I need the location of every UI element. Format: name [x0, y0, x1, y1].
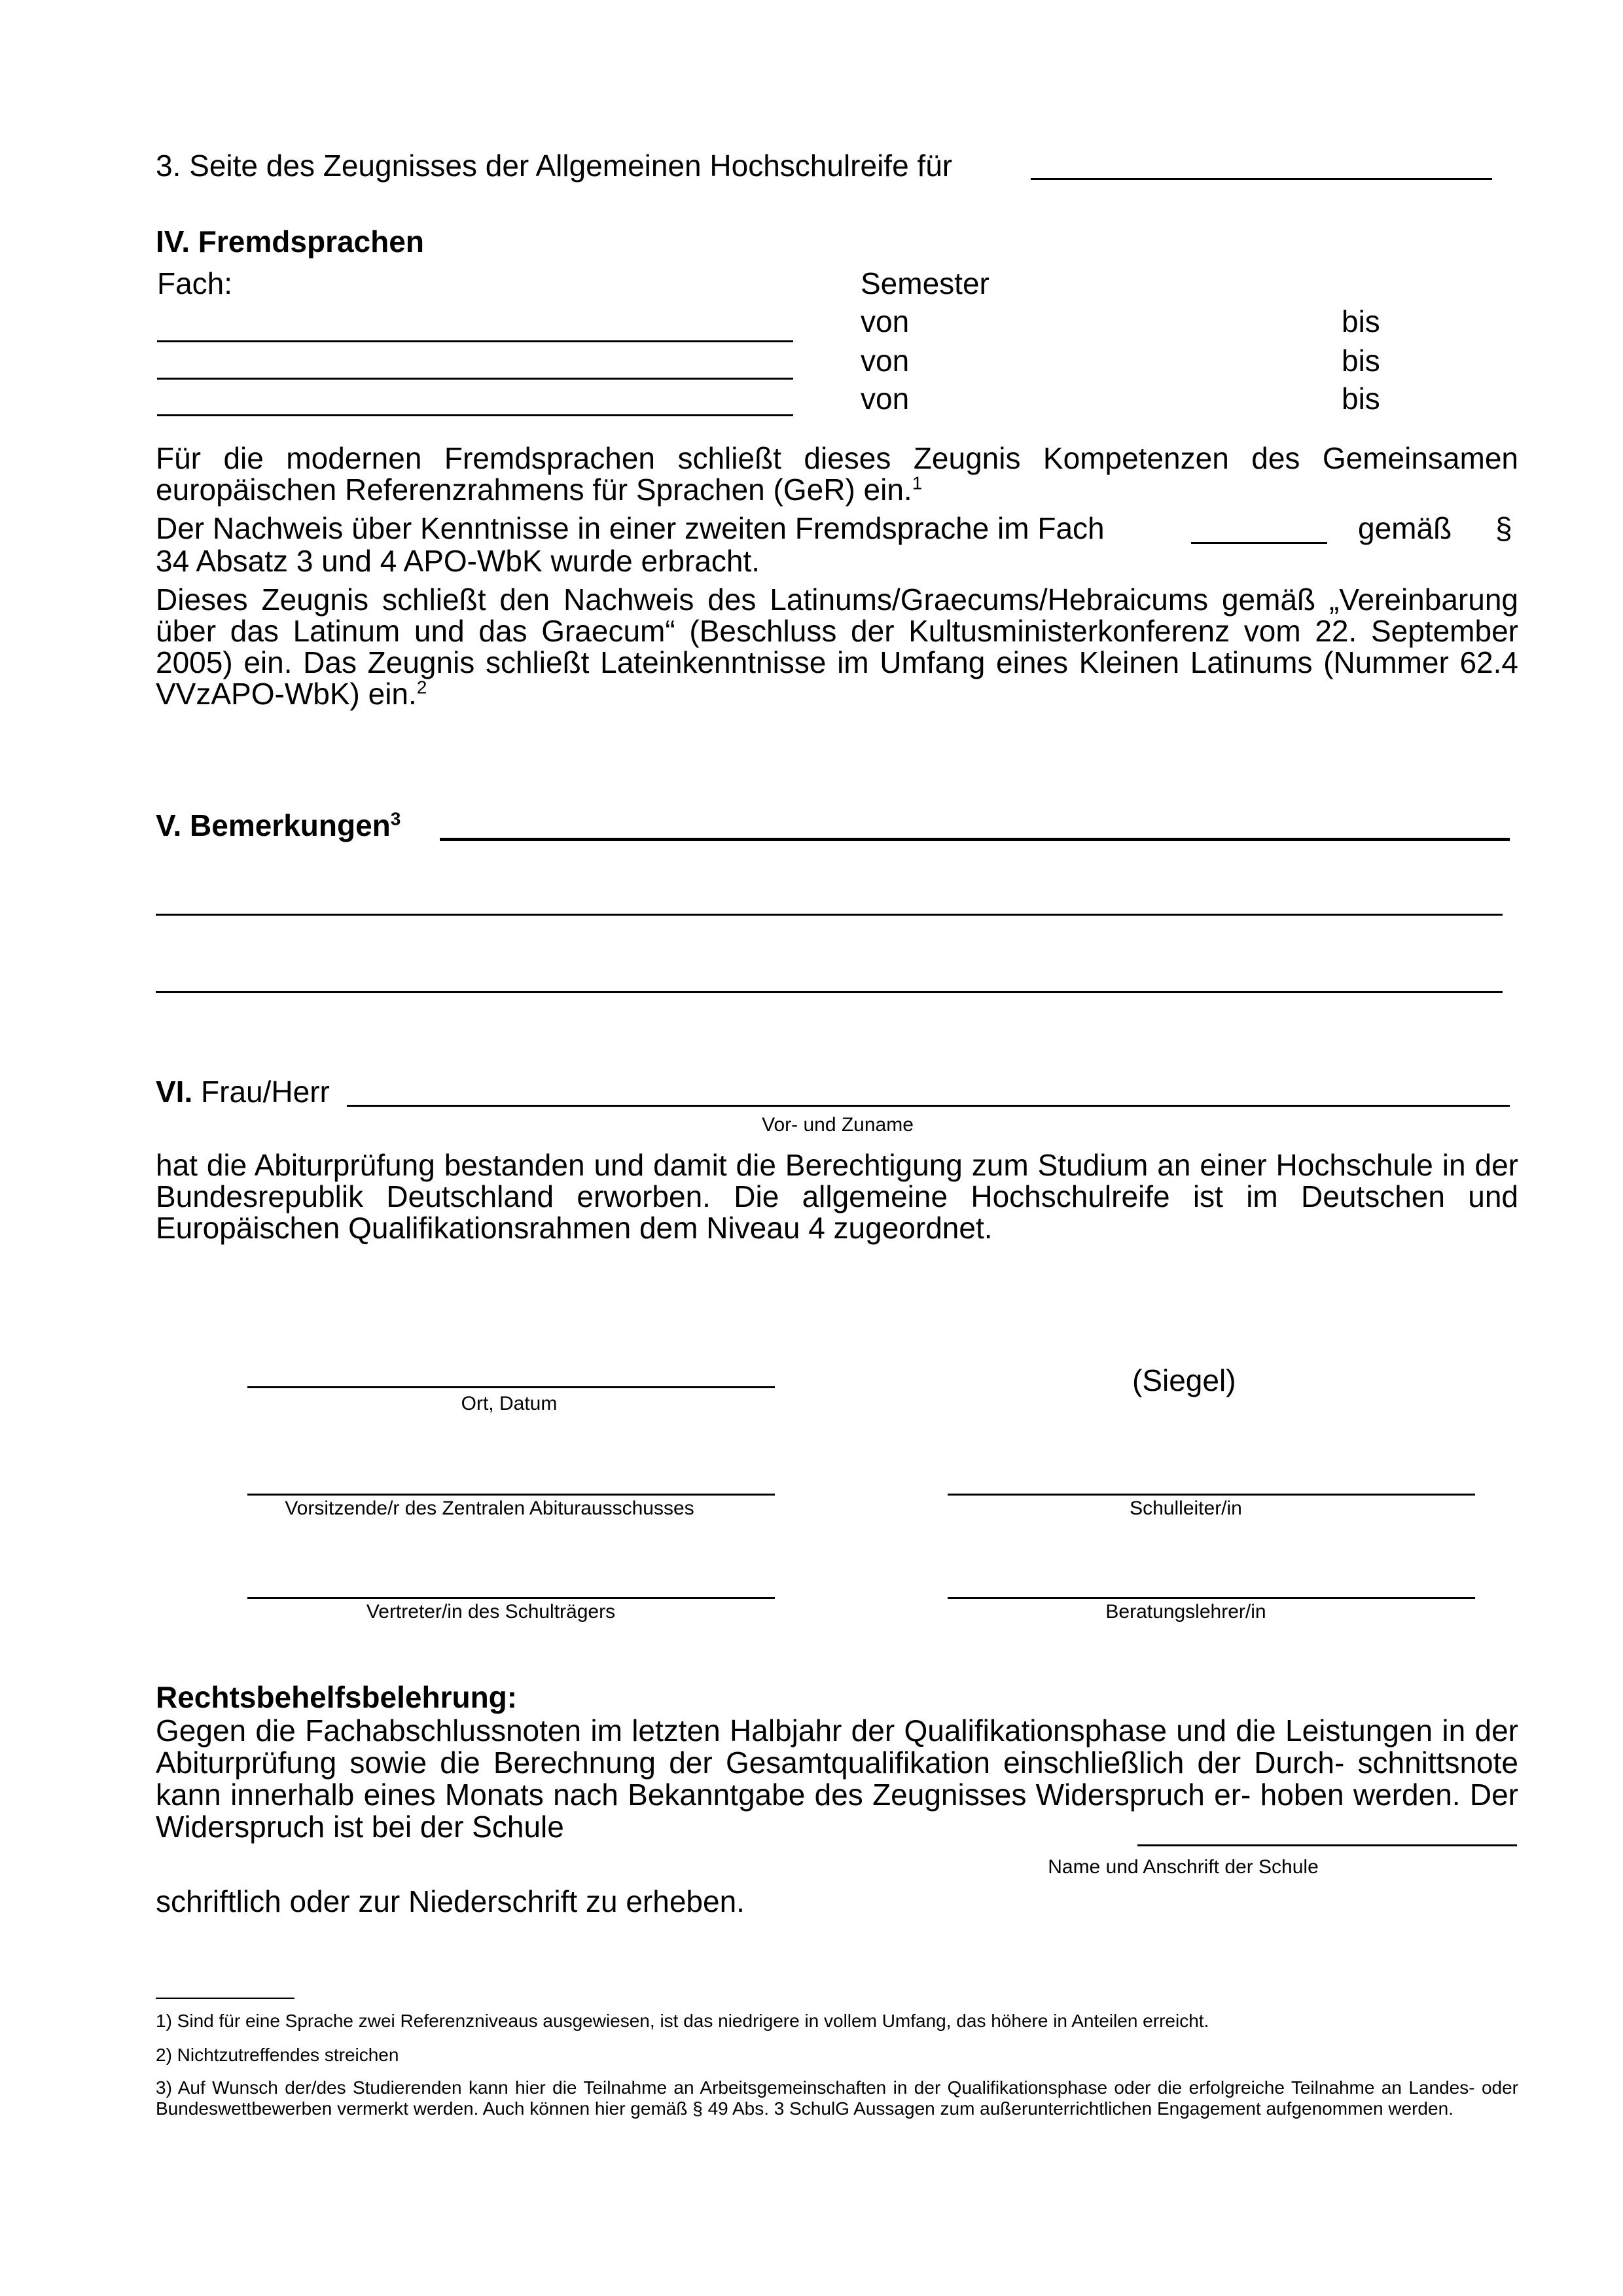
- section-v-heading-text: V. Bemerkungen: [156, 808, 391, 842]
- von-label-3: von: [861, 382, 910, 416]
- siegel-label: (Siegel): [1132, 1363, 1236, 1397]
- section-v-heading: [156, 809, 401, 842]
- schulleiter-caption: Schulleiter/in: [1130, 1498, 1242, 1519]
- latinum-paragraph: [156, 584, 1518, 709]
- vertreter-caption: Vertreter/in des Schulträgers: [366, 1601, 616, 1623]
- footnote-2: 2) Nichtzutreffendes streichen: [156, 2045, 399, 2065]
- vertreter-line: [247, 1597, 775, 1599]
- paragraph-sign: §: [1495, 511, 1512, 545]
- apo-wbk-text: 34 Absatz 3 und 4 APO-WbK wurde erbracht.: [156, 544, 760, 578]
- beratungslehrer-line: [948, 1597, 1475, 1599]
- von-label-1: von: [861, 304, 910, 338]
- latinum-paragraph-text: Dieses Zeugnis schließt den Nachweis des Latinums/Graecums/Hebraicums gemäß „Vereinbarung über das Latinum und das Graecum“ (Beschluss der Kultusministerkonferenz vom 22. September 2005) ein. Das Zeugnis schließt Lateinkenntnisse im Umfang eines Kleinen Latinums (Nummer 62.4 VVzAPO-WbK) ein.: [156, 583, 1518, 711]
- schule-caption: Name und Anschrift der Schule: [1048, 1856, 1319, 1878]
- fach-line-1: [157, 340, 793, 342]
- bemerkungen-line-2: [156, 914, 1503, 916]
- semester-label: Semester: [861, 266, 990, 300]
- fach-blank-line: [1191, 542, 1327, 544]
- schule-blank-line: [1137, 1844, 1517, 1846]
- fach-line-3: [157, 414, 793, 416]
- section-vi-frau-herr: Frau/Herr: [201, 1075, 330, 1109]
- rechtsbehelf-heading: Rechtsbehelfsbelehrung:: [156, 1680, 518, 1714]
- header-blank-line: [1031, 178, 1492, 180]
- section-vi-heading: [156, 1075, 330, 1108]
- schulleiter-line: [948, 1494, 1475, 1496]
- fach-line-2: [157, 378, 793, 380]
- von-label-2: von: [861, 344, 910, 378]
- section-iv-heading: IV. Fremdsprachen: [156, 224, 424, 259]
- vorsitzender-line: [247, 1494, 775, 1496]
- footnote-ref-1: 1: [912, 473, 923, 493]
- name-blank-line: [347, 1105, 1510, 1107]
- page-header: 3. Seite des Zeugnisses der Allgemeinen Hochschulreife für: [156, 149, 953, 183]
- fach-label: Fach:: [157, 266, 233, 300]
- footnote-ref-3: 3: [390, 808, 401, 829]
- abitur-paragraph: hat die Abiturprüfung bestanden und damit die Berechtigung zum Studium an einer Hochschule in der Bundesrepublik Deutschland erworben. Die allgemeine Hochschulreife ist im Deutschen und Europäischen Qualifikationsrahmen dem Niveau 4 zugeordnet.: [156, 1148, 1518, 1245]
- rechtsbehelf-text: Gegen die Fachabschlussnoten im letzten Halbjahr der Qualifikationsphase und die Leistungen in der Abiturprüfung sowie die Berechnung der Gesamtqualifikation einschließlich der Durch- schnittsnote kann innerhalb eines Monats nach Bekanntgabe des Zeugnisses Widerspruch er- hoben werden. Der Widerspruch ist bei der Schule: [156, 1713, 1518, 1844]
- footnote-3: 3) Auf Wunsch der/des Studierenden kann hier die Teilnahme an Arbeitsgemeinschaften in der Qualifikationsphase oder die erfolgreiche Teilnahme an Landes- oder Bundeswettbewerben vermerkt werden. Auch können hier gemäß § 49 Abs. 3 SchulG Aussagen zum außerunterrichtlichen Engagement aufgenommen werden.: [156, 2077, 1518, 2119]
- bemerkungen-line-1: [440, 838, 1510, 841]
- bis-label-3: bis: [1342, 382, 1380, 416]
- ger-paragraph: [156, 442, 1518, 505]
- section-vi-number: VI.: [156, 1075, 193, 1109]
- bemerkungen-line-3: [156, 991, 1503, 993]
- gemaess-text: gemäß: [1358, 511, 1452, 545]
- rechtsbehelf-closing: schriftlich oder zur Niederschrift zu erheben.: [156, 1884, 745, 1918]
- beratungslehrer-caption: Beratungslehrer/in: [1105, 1601, 1266, 1623]
- vorsitzender-caption: Vorsitzende/r des Zentralen Abiturausschusses: [285, 1498, 694, 1519]
- bis-label-1: bis: [1342, 304, 1380, 338]
- name-caption: Vor- und Zuname: [762, 1114, 914, 1136]
- footnote-1: 1) Sind für eine Sprache zwei Referenzniveaus ausgewiesen, ist das niedrigere in vollem Umfang, das höhere in Anteilen erreicht.: [156, 2011, 1209, 2031]
- bis-label-2: bis: [1342, 344, 1380, 378]
- footnote-ref-2: 2: [416, 677, 427, 698]
- rechtsbehelf-paragraph: [156, 1715, 1518, 1843]
- footnote-separator: [156, 1998, 294, 1999]
- zweite-fremdsprache-text: Der Nachweis über Kenntnisse in einer zweiten Fremdsprache im Fach: [156, 511, 1105, 545]
- ort-datum-line: [247, 1386, 775, 1388]
- ger-paragraph-text: Für die modernen Fremdsprachen schließt dieses Zeugnis Kompetenzen des Gemeinsamen europäischen Referenzrahmens für Sprachen (GeR) ein.: [156, 441, 1518, 507]
- ort-datum-caption: Ort, Datum: [461, 1393, 558, 1414]
